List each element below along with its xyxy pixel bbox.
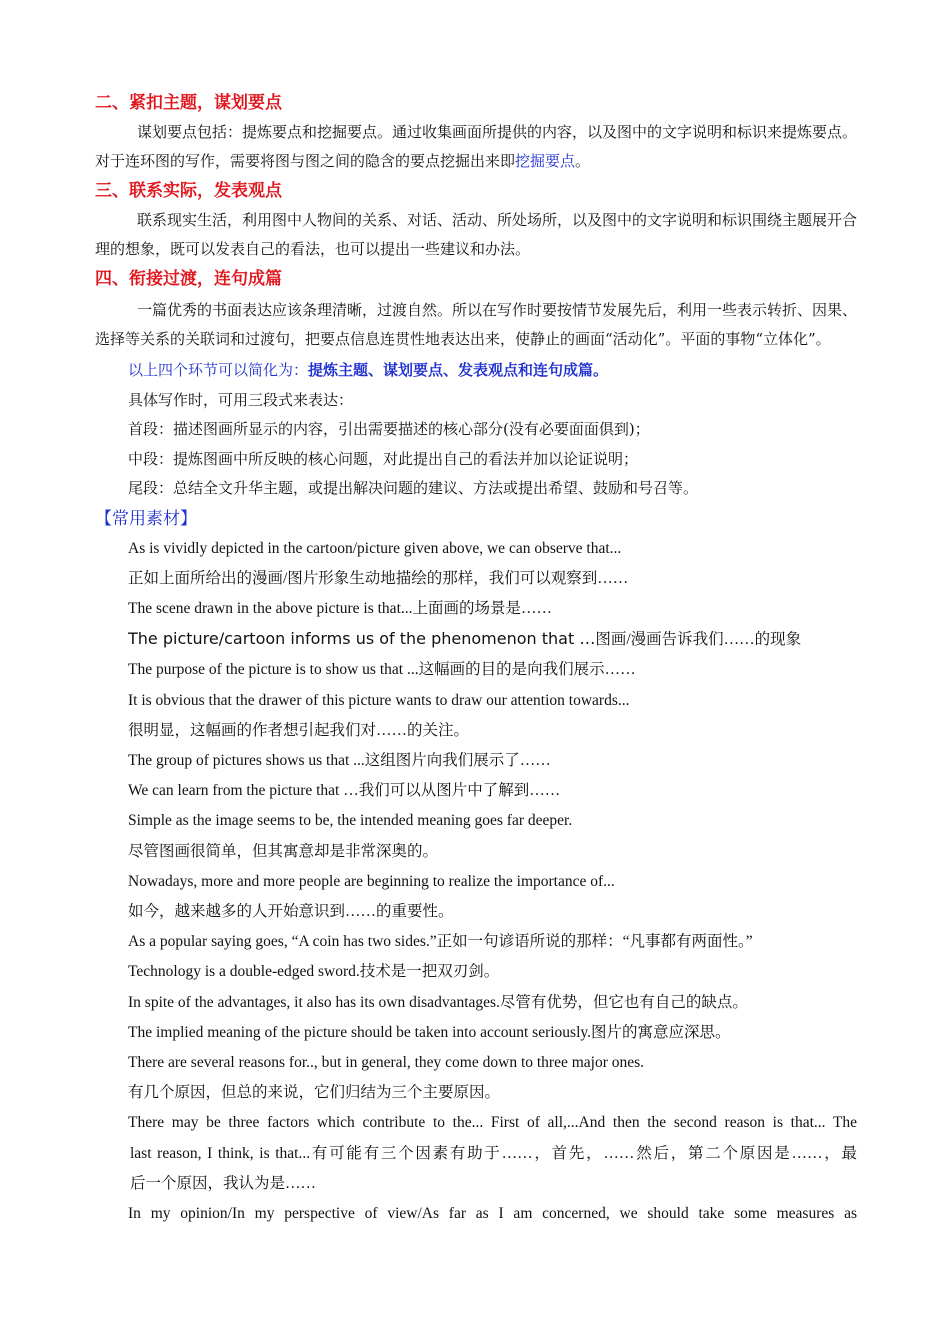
structure-intro: 具体写作时，可用三段式来表达： <box>128 390 354 409</box>
material-line: The picture/cartoon informs us of the phenomenon that …图画/漫画告诉我们……的现象 <box>128 629 802 649</box>
material-line: As is vividly depicted in the cartoon/picture given above, we can observe that... <box>128 539 622 557</box>
material-line: 尽管图画很简单，但其寓意却是非常深奥的。 <box>128 842 439 860</box>
structure-first-paragraph: 首段：描述图画所显示的内容，引出需要描述的核心部分(没有必要面面俱到)； <box>128 420 650 438</box>
material-line: There are several reasons for.., but in general, they come down to three major ones. <box>128 1053 645 1071</box>
material-line: The implied meaning of the picture should be taken into account seriously.图片的寓意应深思。 <box>128 1023 731 1041</box>
structure-last-paragraph: 尾段：总结全文升华主题，或提出解决问题的建议、方法或提出希望、鼓励和号召等。 <box>128 479 699 497</box>
material-line: It is obvious that the drawer of this picture wants to draw our attention towards... <box>128 691 630 709</box>
dig-key-points-link[interactable]: 挖掘要点 <box>515 152 576 170</box>
material-line: In my opinion/In my perspective of view/As far as I am concerned, we should take some measures as <box>128 1204 857 1222</box>
material-line: 很明显，这幅画的作者想引起我们对……的关注。 <box>128 721 470 739</box>
section-4-heading: 四、衔接过渡，连句成篇 <box>95 269 282 289</box>
material-line: The purpose of the picture is to show us that ...这幅画的目的是向我们展示…… <box>128 661 636 679</box>
section-3-heading: 三、联系实际，发表观点 <box>95 181 282 201</box>
structure-middle-paragraph: 中段：提炼图画中所反映的核心问题，对此提出自己的看法并加以论证说明； <box>128 449 639 468</box>
material-line: last reason, I think, is that...有可能有三个因素有助于……，首先，……然后，第二个原因是……，最 <box>130 1144 857 1162</box>
material-line: We can learn from the picture that …我们可以从图片中了解到…… <box>128 782 561 800</box>
section-4-paragraph: 一篇优秀的书面表达应该条理清晰，过渡自然。所以在写作时要按情节发展先后，利用一些表示转折、因果、选择等关系的关联词和过渡句，把要点信息连贯性地表达出来，使静止的画面“活动化”。平面的事物“立体化”。 <box>95 301 858 348</box>
material-line: 正如上面所给出的漫画/图片形象生动地描绘的那样，我们可以观察到…… <box>128 569 629 587</box>
material-line: As a popular saying goes, “A coin has two sides.”正如一句谚语所说的那样：“凡事都有两面性。” <box>128 933 753 951</box>
materials-tag: 【常用素材】 <box>95 508 197 529</box>
material-line: There may be three factors which contribute to the... First of all,...And then the second reason is that... The <box>128 1114 857 1132</box>
material-line: The scene drawn in the above picture is that...上面画的场景是…… <box>128 599 552 617</box>
material-line: Technology is a double-edged sword.技术是一把双刃剑。 <box>128 963 500 981</box>
section-2-paragraph: 谋划要点包括：提炼要点和挖掘要点。通过收集画面所提供的内容，以及图中的文字说明和标识来提炼要点。对于连环图的写作，需要将图与图之间的隐含的要点挖掘出来即挖掘要点。 <box>95 123 858 170</box>
document-page <box>95 88 857 1229</box>
material-line: Nowadays, more and more people are beginning to realize the importance of... <box>128 872 615 890</box>
material-line: In spite of the advantages, it also has its own disadvantages.尽管有优势，但它也有自己的缺点。 <box>128 993 748 1011</box>
section-3-paragraph: 联系现实生活，利用图中人物间的关系、对话、活动、所处场所，以及图中的文字说明和标识围绕主题展开合理的想象，既可以发表自己的看法，也可以提出一些建议和办法。 <box>95 211 858 258</box>
material-line: The group of pictures shows us that ...这组图片向我们展示了…… <box>128 751 551 769</box>
material-line: 有几个原因，但总的来说，它们归结为三个主要原因。 <box>128 1084 501 1102</box>
summary-line: 以上四个环节可以简化为：提炼主题、谋划要点、发表观点和连句成篇。 <box>128 361 609 379</box>
section-2-heading: 二、紧扣主题，谋划要点 <box>95 93 282 113</box>
material-line: 后一个原因，我认为是…… <box>130 1174 317 1192</box>
material-line: Simple as the image seems to be, the intended meaning goes far deeper. <box>128 812 573 830</box>
material-line: 如今，越来越多的人开始意识到……的重要性。 <box>128 902 454 920</box>
